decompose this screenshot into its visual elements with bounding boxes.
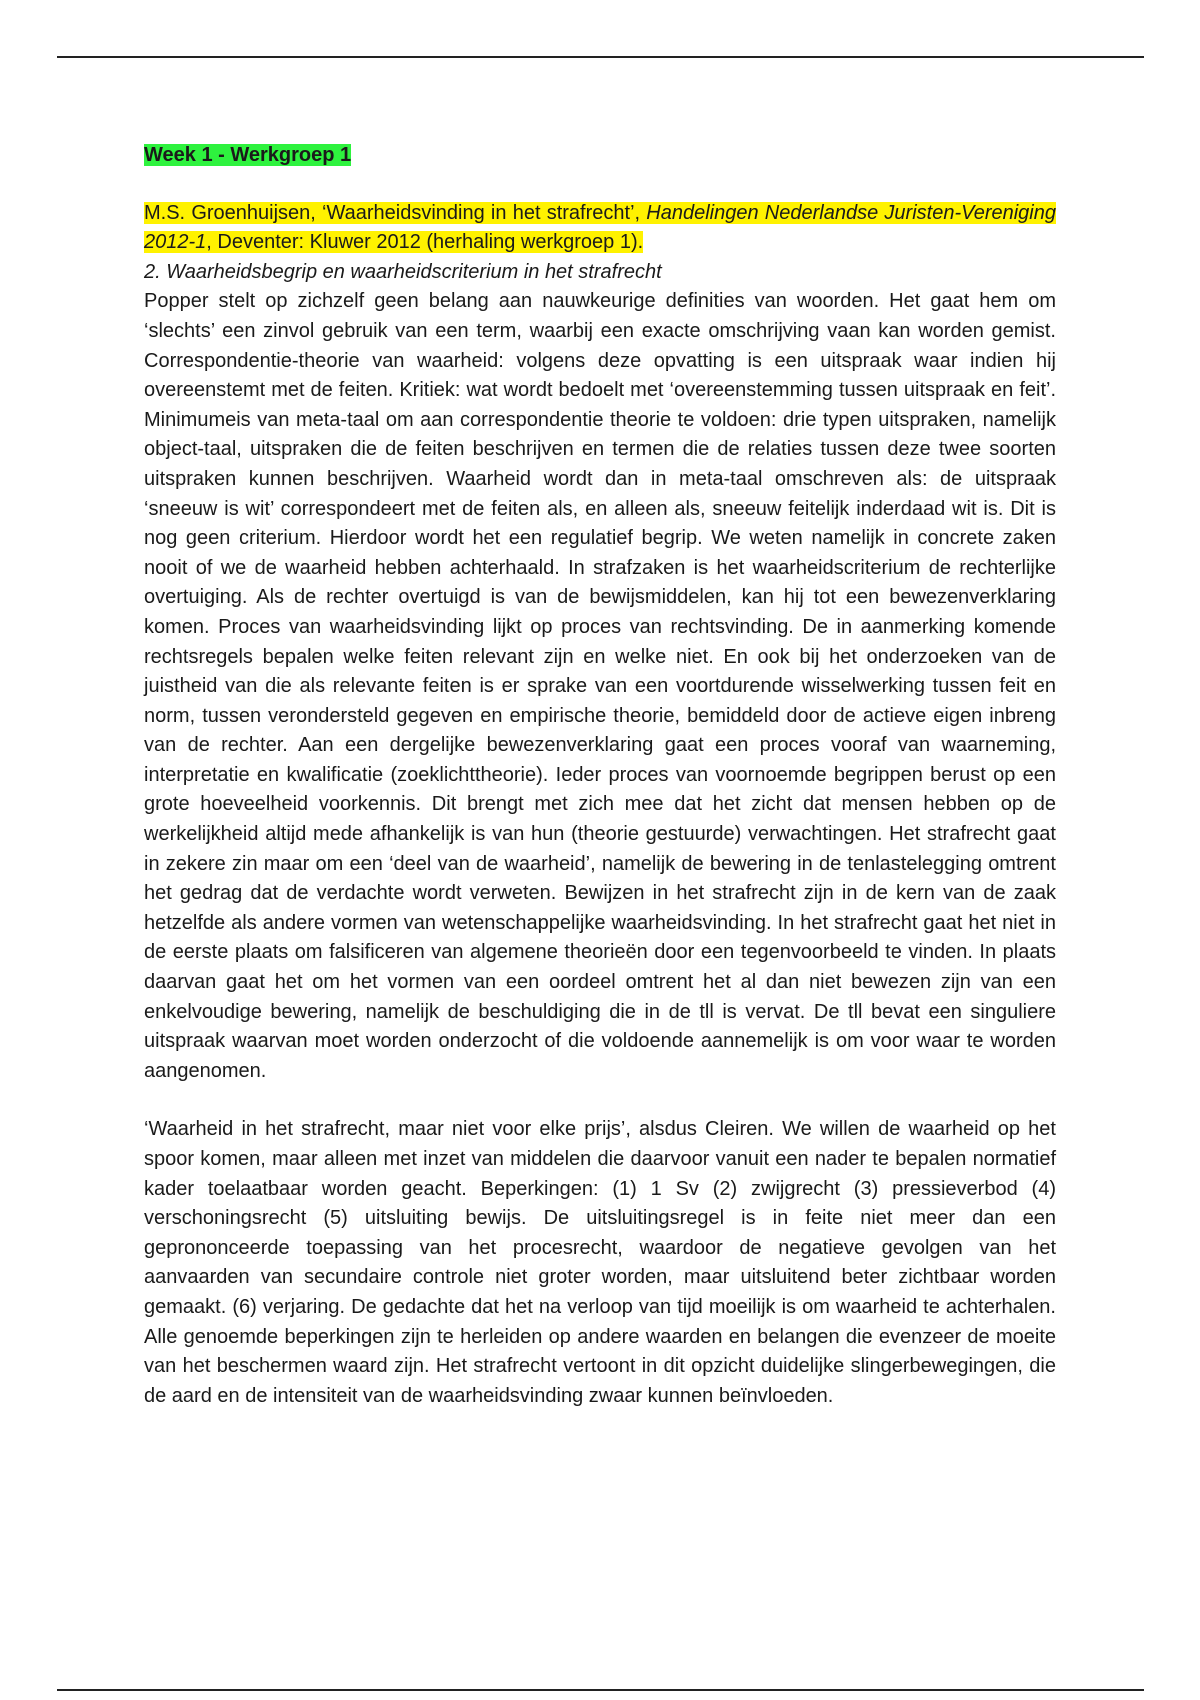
citation-source: Handelingen Nederlandse Juristen-Vereniging 2012-1 — [144, 201, 1056, 254]
week-heading — [144, 141, 1056, 171]
citation-authors-title: M.S. Groenhuijsen, ‘Waarheidsvinding in het strafrecht’, — [144, 201, 647, 224]
paragraph: ‘Waarheid in het strafrecht, maar niet voor elke prijs’, alsdus Cleiren. We willen de waarheid op het spoor komen, maar alleen met inzet van middelen die daarvoor vanuit een nader te bepalen normatief kader toelaatbaar worden geacht. Beperkingen: (1) 1 Sv (2) zwijgrecht (3) pressieverbod (4) verschoningsrecht (5) uitsluiting bewijs. De uitsluitingsregel is in feite niet meer dan een geprononceerde toepassing van het procesrecht, waardoor de negatieve gevolgen van het aanvaarden van secundaire controle niet groter worden, maar uitsluitend beter zichtbaar worden gemaakt. (6) verjaring. De gedachte dat het na verloop van tijd moeilijk is om waarheid te achterhalen. Alle genoemde beperkingen zijn te herleiden op andere waarden en belangen die evenzeer de moeite van het beschermen waard zijn. Het strafrecht vertoont in dit opzicht duidelijke slingerbewegingen, die de aard en de intensiteit van de waarheidsvinding zwaar kunnen beïnvloeden. — [144, 1118, 1056, 1407]
paragraph: Popper stelt op zichzelf geen belang aan nauwkeurige definities van woorden. Het gaat hem om ‘slechts’ een zinvol gebruik van een term, waarbij een exacte omschrijving vaan kan worden gemist. Correspondentie-theorie van waarheid: volgens deze opvatting is een uitspraak waar indien hij overeenstemt met de feiten. Kritiek: wat wordt bedoelt met ‘overeenstemming tussen uitspraak en feit’. Minimumeis van meta-taal om aan correspondentie theorie te voldoen: drie typen uitspraken, namelijk object-taal, uitspraken die de feiten beschrijven en termen die de relaties tussen deze twee soorten uitspraken kunnen beschrijven. Waarheid wordt dan in meta-taal omschreven als: de uitspraak ‘sneeuw is wit’ correspondeert met de feiten als, en alleen als, sneeuw feitelijk inderdaad wit is. Dit is nog geen criterium. Hierdoor wordt het een regulatief begrip. We weten namelijk in concrete zaken nooit of we de waarheid hebben achterhaald. In strafzaken is het waarheidscriterium de rechterlijke overtuiging. Als de rechter overtuigd is van de bewijsmiddelen, kan hij tot een bewezenverklaring komen. Proces van waarheidsvinding lijkt op proces van rechtsvinding. De in aanmerking komende rechtsregels bepalen welke feiten relevant zijn en welke niet. En ook bij het onderzoeken van de juistheid van die als relevante feiten is er sprake van een voortdurende wisselwerking tussen feit en norm, tussen verondersteld gegeven en empirische theorie, bemiddeld door de actieve eigen inbreng van de rechter. Aan een dergelijke bewezenverklaring gaat een proces vooraf van waarneming, interpretatie en kwalificatie (zoeklichttheorie). Ieder proces van voornoemde begrippen berust op een grote hoeveelheid voorkennis. Dit brengt met zich mee dat het zicht dat mensen hebben op de werkelijkheid altijd mede afhankelijk is van hun (theorie gestuurde) verwachtingen. Het strafrecht gaat in zekere zin maar om een ‘deel van de waarheid’, namelijk de bewering in de tenlastelegging omtrent het gedrag dat de verdachte wordt verweten. Bewijzen in het strafrecht zijn in de kern van de zaak hetzelfde als andere vormen van wetenschappelijke waarheidsvinding. In het strafrecht gaat het niet in de eerste plaats om falsificeren van algemene theorieën door een tegenvoorbeeld te vinden. In plaats daarvan gaat het om het vormen van een oordeel omtrent het al dan niet bewezen zijn van een enkelvoudige bewering, namelijk de beschuldiging die in de tll is vervat. De tll bevat een singuliere uitspraak waarvan moet worden onderzocht of die voldoende aannemelijk is om voor waar te worden aangenomen. — [144, 290, 1056, 1082]
week-heading-text: Week 1 - Werkgroep 1 — [144, 144, 352, 166]
section-title: 2. Waarheidsbegrip en waarheidscriterium in het strafrecht — [144, 260, 662, 283]
footer-rule — [57, 1689, 1144, 1691]
document-body — [144, 141, 1056, 1411]
citation — [144, 199, 1056, 258]
header-rule — [57, 56, 1144, 58]
citation-publisher: , Deventer: Kluwer 2012 (herhaling werkgroep 1). — [206, 231, 644, 254]
